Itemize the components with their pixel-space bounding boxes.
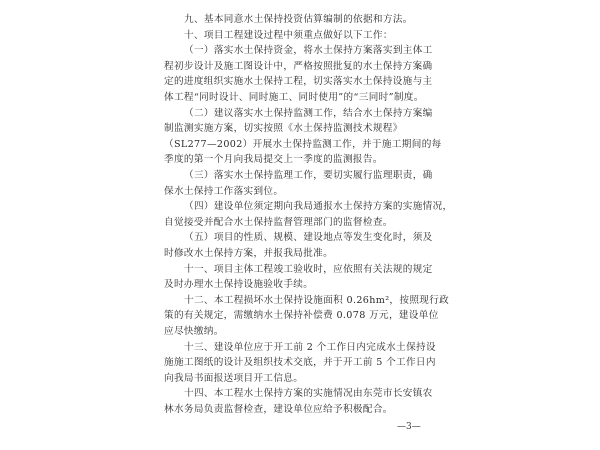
text-line: 十四、本工程水土保持方案的实施情况由东莞市长安镇农: [184, 388, 433, 400]
text-line: 程初步设计及施工图设计中，严格按照批复的水土保持方案确: [164, 60, 433, 72]
text-line: 时修改水土保持方案，并报我局批准。: [164, 248, 334, 259]
text-line: 向我局书面报送项目开工信息。: [164, 372, 304, 384]
text-line: 定的进度组织实施水土保持工程，切实落实水土保持设施与主: [164, 76, 433, 88]
text-line: （SL277—2002）开展水土保持监测工作，并于施工期间的每: [164, 138, 442, 150]
page-number: —3—: [397, 422, 421, 432]
text-line: 策的有关规定，需缴纳水土保持补偿费 0.078 万元，建设单位: [164, 310, 439, 322]
text-line: 保水土保持工作落实到位。: [164, 185, 284, 197]
text-line: （四）建设单位须定期向我局通报水土保持方案的实施情况，: [184, 201, 453, 213]
text-line: （二）建议落实水土保持监测工作，结合水土保持方案编: [184, 107, 433, 119]
text-line: 自觉接受并配合水土保持监督管理部门的监督检查。: [164, 216, 393, 228]
text-line: 林水务局负责监督检查，建设单位应给予积极配合。: [164, 404, 393, 415]
text-line: 十一、项目主体工程竣工验收时，应依照有关法规的规定: [184, 263, 433, 275]
text-line: 及时办理水土保持设施验收手续。: [164, 279, 314, 291]
document-page-lower: [150, 0, 453, 450]
text-line: 制监测实施方案，切实按照《水土保持监测技术规程》: [164, 123, 403, 135]
text-line: （五）项目的性质、规模、建设地点等发生变化时，须及: [184, 232, 433, 244]
text-line: 应尽快缴纳。: [164, 326, 224, 337]
text-line: 十、项目工程建设过程中须重点做好以下工作：: [184, 29, 393, 41]
text-line: 体工程“同时设计、同时施工、同时使用”的“三同时”制度。: [164, 92, 424, 103]
text-line: 九、基本同意水土保持投资估算编制的依据和方法。: [184, 14, 413, 25]
text-line: 十二、本工程损坏水土保持设施面积 0.26hm²，按照现行政: [184, 294, 450, 306]
text-line: （三）落实水土保持监理工作，要切实履行监理职责，确: [184, 170, 433, 181]
text-line: （一）落实水土保持资金，将水土保持方案落实到主体工: [184, 45, 433, 57]
text-line: 季度的第一个月向我局提交上一季度的监测报告。: [164, 154, 383, 166]
text-line: 十三、建设单位应于开工前 2 个工作日内完成水土保持设: [184, 341, 436, 353]
text-line: 施施工图纸的设计及组织技术交底，并于开工前 5 个工作日内: [164, 357, 436, 369]
